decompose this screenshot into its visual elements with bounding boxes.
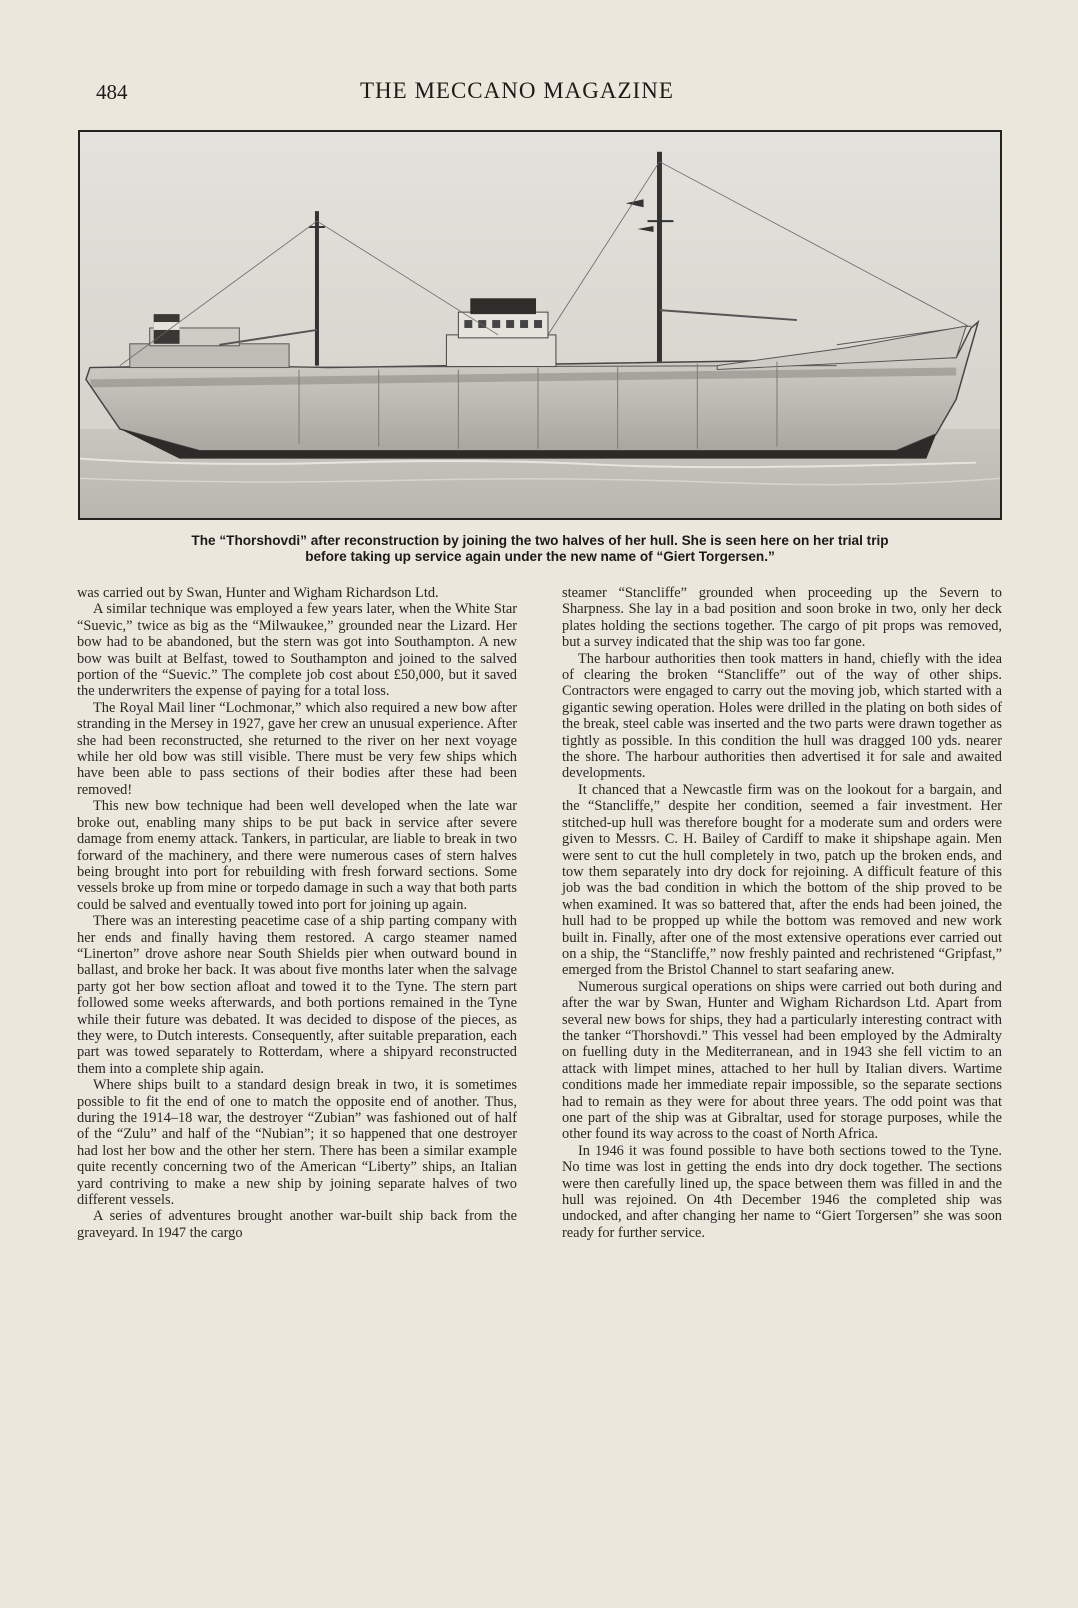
article-column-left — [77, 585, 517, 1241]
paragraph: was carried out by Swan, Hunter and Wigham Richardson Ltd. — [77, 585, 439, 601]
paragraph: There was an interesting peacetime case of a ship parting company with her ends and finally having them restored. A cargo steamer named “Linerton” drove ashore near South Shields pier when outward bound in ballast, and broke her back. It was about five months later when the salvage party got her bow section afloat and towed it to the Tyne. The stern part followed some weeks afterwards, and both portions remained in the Tyne while their future was debated. It was decided to dispose of the pieces, as they were, to Dutch interests. Consequently, after suitable preparation, each part was towed separately to Rotterdam, where a shipyard reconstructed them into a complete ship again. — [77, 913, 517, 1077]
ship-photo — [78, 130, 1002, 520]
caption-line: The “Thorshovdi” after reconstruction by joining the two halves of her hull. She is seen here on her trial trip — [191, 533, 889, 548]
page-number: 484 — [96, 80, 128, 104]
ship-illustration — [80, 132, 1000, 518]
paragraph: Where ships built to a standard design break in two, it is sometimes possible to fit the end of one to match the opposite end of another. Thus, during the 1914–18 war, the destroyer “Zubian” was fashioned out of half of the “Zulu” and half of the “Nubian”; it so happened that one destroyer had lost her bow and the other her stern. There has been a similar example quite recently concerning two of the American “Liberty” ships, an Italian yard contriving to make a new ship by joining separate halves of two different vessels. — [77, 1077, 517, 1209]
paragraph: Numerous surgical operations on ships were carried out both during and after the war by Swan, Hunter and Wigham Richardson Ltd. Apart from several new bows for ships, they had a particularly interesting contract with the tanker “Thorshovdi.” This vessel had been employed by the Admiralty on fuelling duty in the Mediterranean, and in 1943 she fell victim to an attack with limpet mines, attached to her hull by Italian divers. Wartime conditions made her immediate repair impossible, so the separate sections had to remain as they were for about three years. The odd point was that one part of the ship was at Gibraltar, used for storage purposes, while the other found its way across to the coast of North Africa. — [562, 978, 1002, 1143]
magazine-title: THE MECCANO MAGAZINE — [360, 78, 674, 103]
paragraph: This new bow technique had been well developed when the late war broke out, enabling many ships to be put back in service after severe damage from enemy attack. Tankers, in particular, are liable to break in two forward of the machinery, and there were numerous cases of stern halves being brought into port for rebuilding with fresh forward sections. Some vessels broke up from mine or torpedo damage in such a way that both parts could be salved and eventually towed into port for joining up again. — [77, 798, 517, 913]
paragraph: The harbour authorities then took matters in hand, chiefly with the idea of clearing the broken “Stancliffe” out of the way of other ships. Contractors were engaged to carry out the moving job, which started with a gigantic sewing operation. Holes were drilled in the plating on both sides of the break, steel cable was inserted and the two parts were drawn together as tightly as possible. In this condition the hull was dragged 100 yds. nearer the shore. The harbour authorities then advertised it for sale and awaited developments. — [562, 650, 1002, 782]
paragraph: The Royal Mail liner “Lochmonar,” which also required a new bow after stranding in the Mersey in 1927, gave her crew an unusual experience. After she had been reconstructed, she returned to the river on her next voyage while her old bow was still visible. There must be very few ships which have been able to pass sections of their bodies after these had been removed! — [77, 699, 517, 798]
paragraph: It chanced that a Newcastle firm was on the lookout for a bargain, and the “Stancliffe,” despite her condition, seemed a fair investment. Her stitched-up hull was therefore bought for a moderate sum and orders were given to Messrs. C. H. Bailey of Cardiff to make it shipshape again. Men were sent to cut the hull completely in two, patch up the broken ends, and tow them separately into dry dock for rejoining. A difficult feature of this job was the bad condition in which the bottom of the ship proved to be when examined. It was so battered that, after the ends had been joined, the hull had to be propped up while the bottom was removed and new work built in. Finally, after one of the most extensive operations ever carried out on a ship, the “Stancliffe,” now freshly painted and rechristened “Gripfast,” emerged from the Bristol Channel to start seafaring anew. — [562, 781, 1002, 979]
caption-line: before taking up service again under the new name of “Giert Torgersen.” — [305, 549, 775, 564]
paragraph: steamer “Stancliffe” grounded when proceeding up the Severn to Sharpness. She lay in a bad position and soon broke in two, only her deck plates holding the sections together. The cargo of pit props was removed, but a survey indicated that the ship was too far gone. — [562, 585, 1002, 651]
paragraph: In 1946 it was found possible to have both sections towed to the Tyne. No time was lost in getting the ends into dry dock together. The sections were then carefully lined up, the space between them was filled in and the hull was rejoined. On 4th December 1946 the completed ship was undocked, and after changing her name to “Giert Torgersen” she was soon ready for further service. — [562, 1142, 1002, 1241]
photo-caption — [78, 533, 1002, 565]
paragraph: A series of adventures brought another war-built ship back from the graveyard. In 1947 the cargo — [77, 1208, 517, 1241]
article-column-right — [562, 585, 1002, 1241]
paragraph: A similar technique was employed a few years later, when the White Star “Suevic,” twice as big as the “Milwaukee,” grounded near the Lizard. Her bow had to be abandoned, but the stern was got into Southampton. A new bow was built at Belfast, towed to Southampton and joined to the salved portion of the “Suevic.” The complete job cost about £50,000, but it saved the underwriters the expense of paying for a total loss. — [77, 601, 517, 700]
